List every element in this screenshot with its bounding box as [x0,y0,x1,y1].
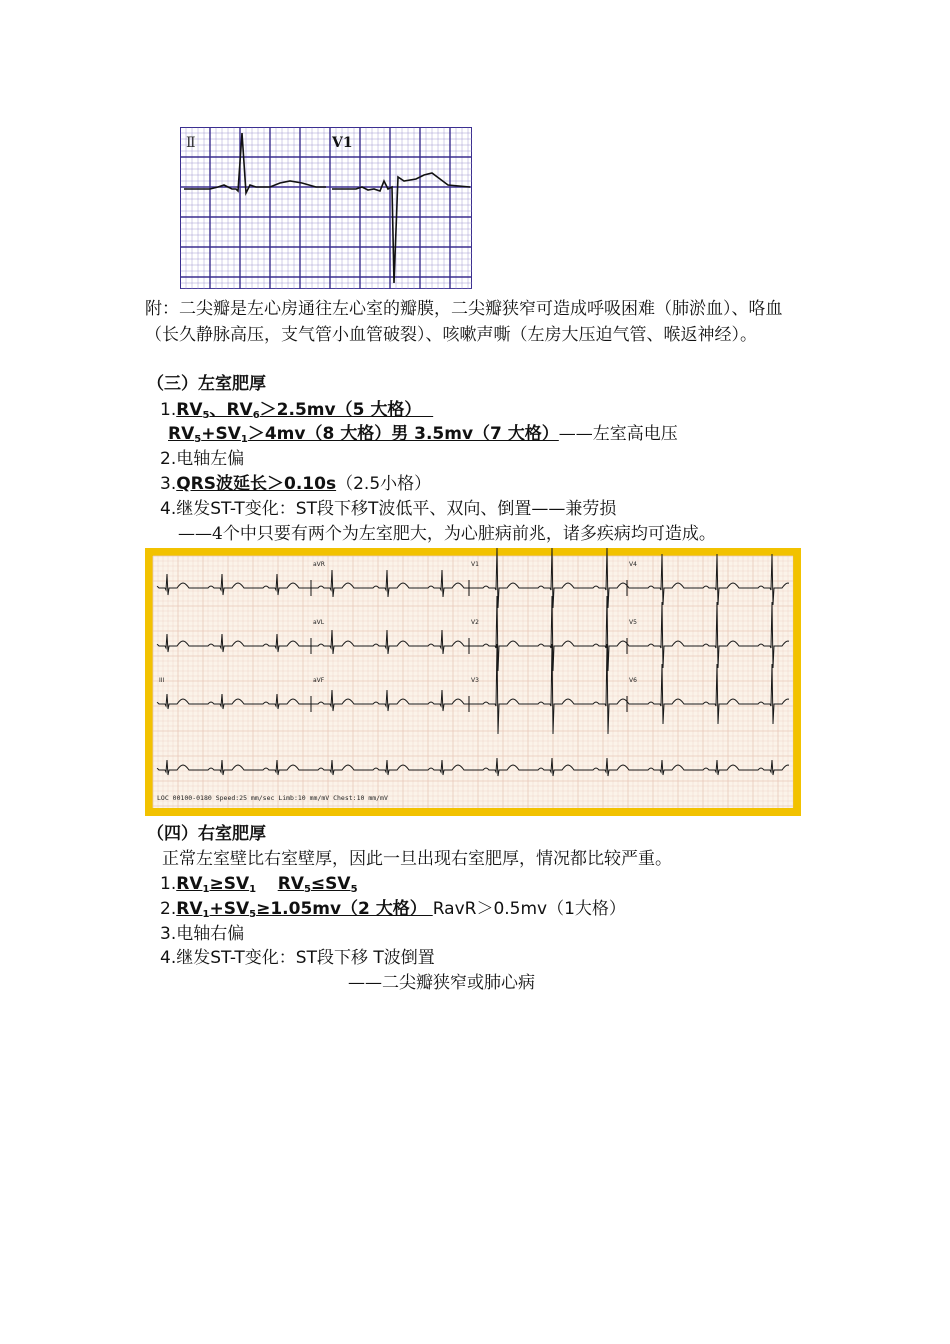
rvh-criterion-2 [160,897,626,921]
rvh-criterion-4: 4.继发ST-T变化：ST段下移 T波倒置 [160,948,435,968]
appendix-paragraph: 附：二尖瓣是左心房通往左心室的瓣膜，二尖瓣狭窄可造成呼吸困难（肺淤血）、咯血（长久静脉高压，支气管小血管破裂）、咳嗽声嘶（左房大压迫气管、喉返神经）。 [145,299,783,345]
lead-label: V5 [629,619,637,626]
item-number: 1. [160,874,177,894]
lead-label: V4 [629,561,637,568]
lead-v1-label: V1 [332,135,353,151]
ecg-figure-12-lead [145,548,801,816]
rvh-cause: ——二尖瓣狭窄或肺心病 [348,973,535,993]
lvh-criterion-4: 4.继发ST-T变化：ST段下移T波低平、双向、倒置——兼劳损 [160,499,617,519]
lead-label: V2 [471,619,479,626]
lead-label: aVF [313,677,325,684]
ecg-footer-text: LOC 00100-0180 Speed:25 mm/sec Limb:10 mm/mV Chest:10 mm/mV [157,794,388,802]
lvh-criterion-1b [168,422,678,446]
lvh-criterion-1-text: $RV_5$、$RV_6>2.5mv(5$ 大格） [176,400,434,421]
lvh-criterion-1b-suffix: ——左室高电压 [558,424,678,444]
section4-heading: （四）右室肥厚 [147,824,266,844]
rvh-criterion-3: 3.电轴右偏 [160,924,245,944]
rvh-criterion-1-b: $RV_5\le SV_5$ [277,874,358,895]
item-number: 1. [160,400,177,420]
lead-label: V6 [629,677,637,684]
lead-label: III [159,677,165,684]
ecg-figure-lead-ii-v1 [180,127,472,289]
rvh-intro: 正常左室壁比右室壁厚，因此一旦出现右室肥厚，情况都比较严重。 [162,849,672,869]
lvh-note: ——4个中只要有两个为左室肥大，为心脏病前兆，诸多疾病均可造成。 [178,524,716,544]
lvh-criterion-1 [160,398,433,422]
lvh-criterion-2: 2.电轴左偏 [160,449,245,469]
lead-ii-label: Ⅱ [186,135,196,151]
lead-label: aVL [313,619,325,626]
section3-heading: （三）左室肥厚 [147,374,266,394]
lvh-criterion-3-rest: （2.5小格） [336,474,432,494]
lead-label: aVR [313,561,325,568]
rvh-criterion-1-a: $RV_1\ge SV_1$ [176,874,257,895]
lead-label: V3 [471,677,479,684]
lvh-criterion-3-qrs: QRS波延长＞0.10s [176,474,337,494]
rvh-criterion-1 [160,872,358,896]
item-number: 3. [160,474,177,494]
rvh-criterion-2-b: RavR＞0.5mv（1大格） [432,899,626,919]
lead-label: V1 [471,561,479,568]
item-number: 2. [160,899,177,919]
rvh-criterion-2-a: $RV_1+SV_5\ge 1.05mv(2$ 大格） [176,899,433,920]
lvh-criterion-3 [160,472,431,496]
lvh-criterion-1b-text: $RV_5+SV_1>4mv(8$ 大格）男 3.5mv（7 大格） [168,424,559,445]
